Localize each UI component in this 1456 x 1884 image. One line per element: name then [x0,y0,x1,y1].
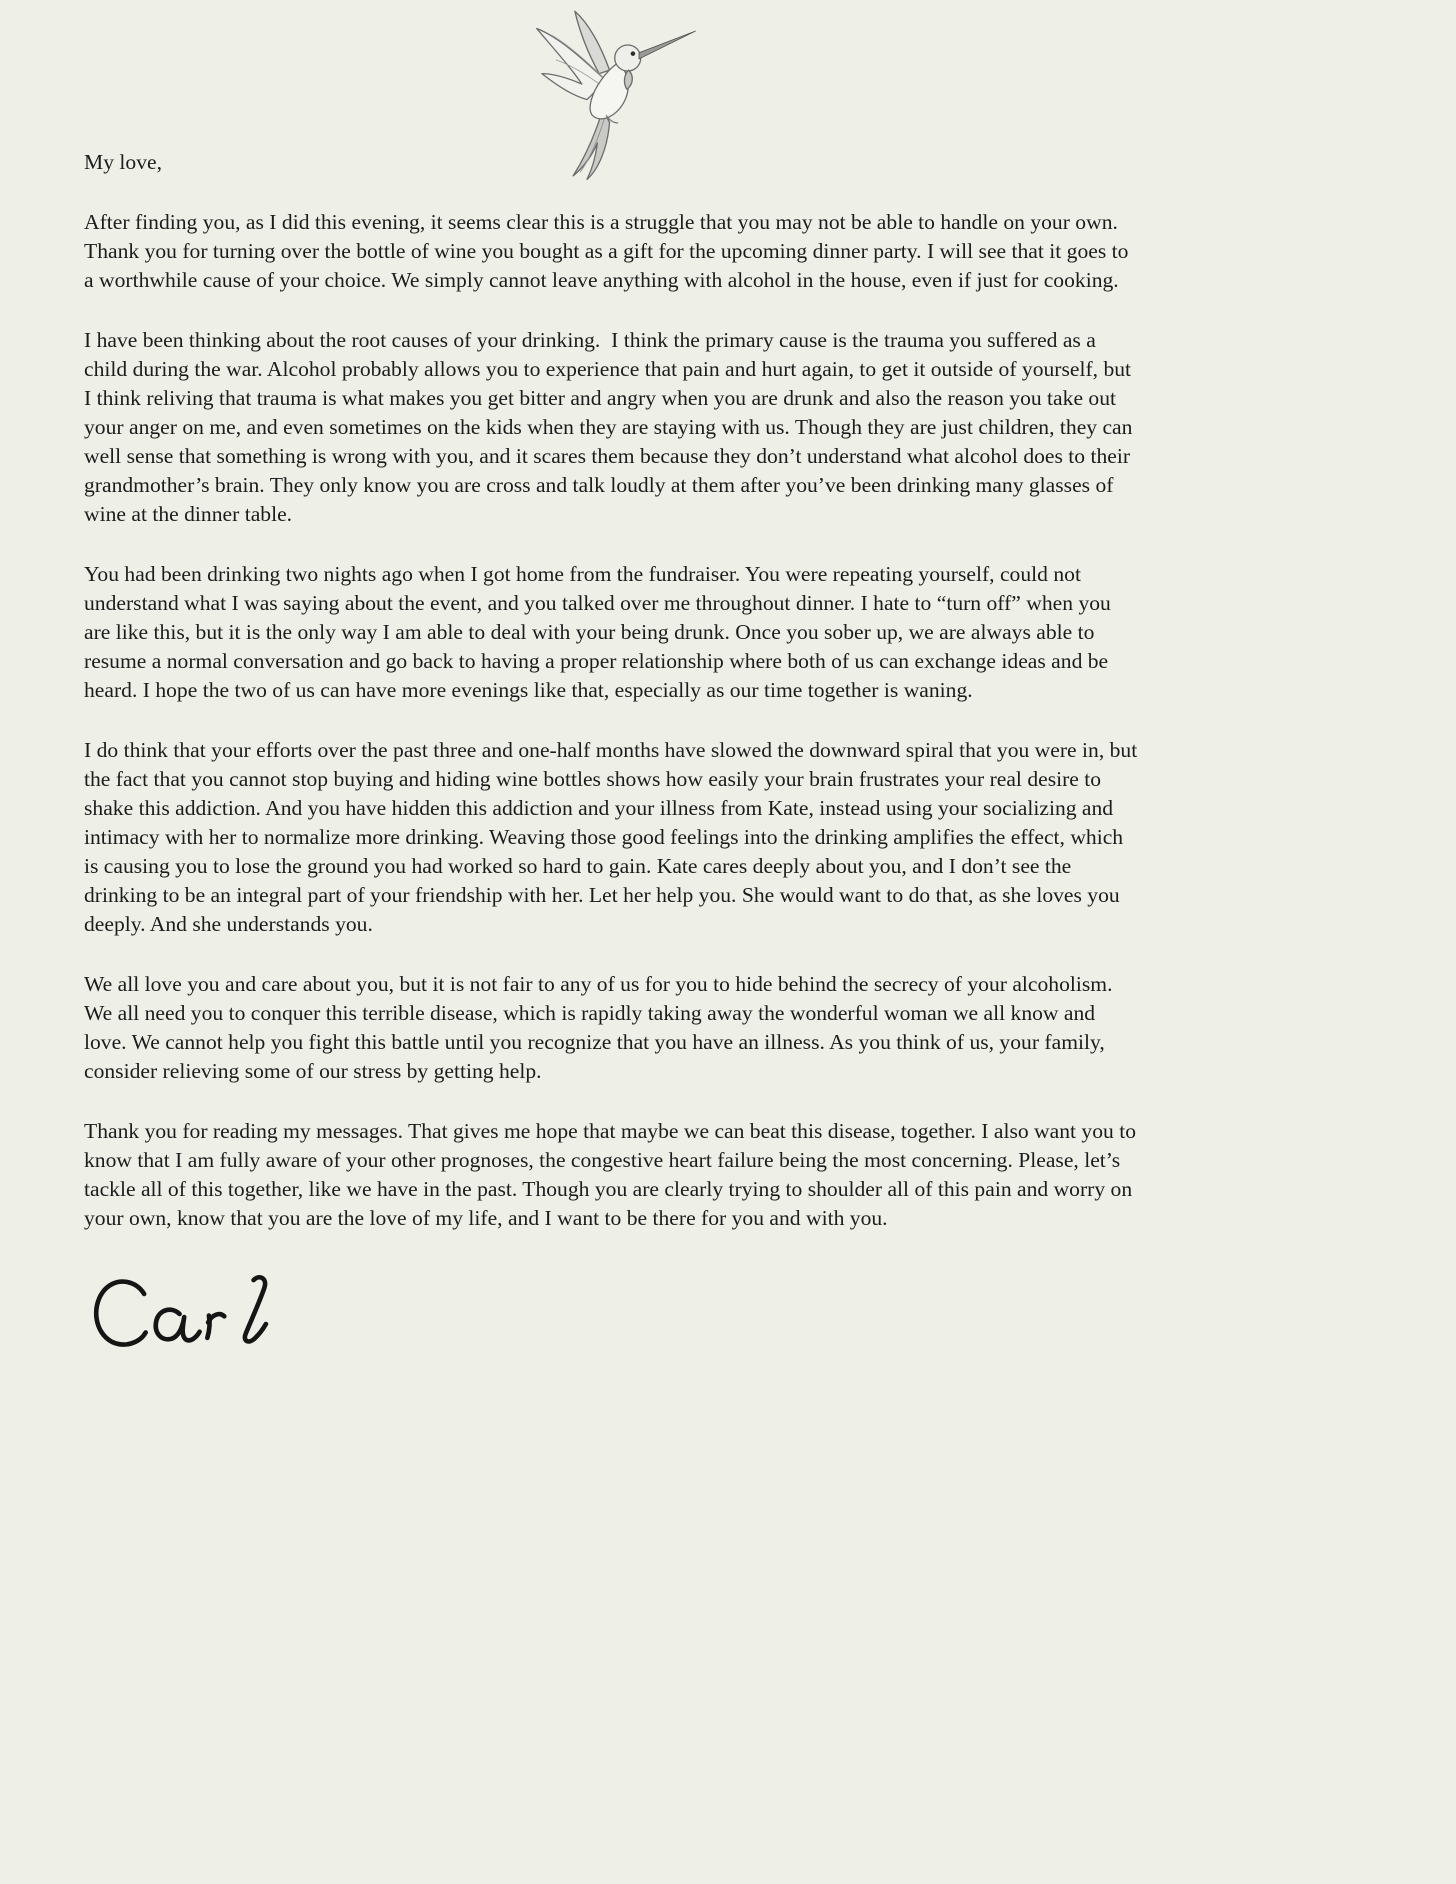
salutation: My love, [84,150,162,174]
hummingbird-icon [524,6,702,188]
letter-content [84,0,1142,1364]
letter-paragraph: Thank you for reading my messages. That gives me hope that maybe we can beat this disease, together. I also want you to know that I am fully aware of your other prognoses, the congestive heart failure being the most concerning. Please, let’s tackle all of this together, like we have in the past. Though you are clearly trying to shoulder all of this pain and worry on your own, know that you are the love of my life, and I want to be there for you and with you. [84,1119,1142,1230]
signature [84,1264,269,1364]
letter-paragraph: After finding you, as I did this evening, it seems clear this is a struggle that you may not be able to handle on your own. Thank you for turning over the bottle of wine you bought as a gift for the upcoming dinner party. I will see that it goes to a worthwhile cause of your choice. We simply cannot leave anything with alcohol in the house, even if just for cooking. [84,210,1134,292]
letter-paragraph: You had been drinking two nights ago when I got home from the fundraiser. You were repeating yourself, could not understand what I was saying about the event, and you talked over me throughout dinner. I hate to “turn off” when you are like this, but it is the only way I am able to deal with your being drunk. Once you sober up, we are always able to resume a normal conversation and go back to having a proper relationship where both of us can exchange ideas and be heard. I hope the two of us can have more evenings like that, especially as our time together is waning. [84,562,1117,702]
letter-paragraph: I have been thinking about the root causes of your drinking. I think the primary cause is the trauma you suffered as a child during the war. Alcohol probably allows you to experience that pain and hurt again, to get it outside of yourself, but I think reliving that trauma is what makes you get bitter and angry when you are drunk and also the reason you take out your anger on me, and even sometimes on the kids when they are staying with us. Though they are just children, they can well sense that something is wrong with you, and it scares them because they don’t understand what alcohol does to their grandmother’s brain. They only know you are cross and talk loudly at them after you’ve been drinking many glasses of wine at the dinner table. [84,328,1138,526]
signature-handwriting [84,1264,269,1364]
hummingbird-illustration [524,6,702,188]
letter-paragraph: I do think that your efforts over the past three and one-half months have slowed the downward spiral that you were in, but the fact that you cannot stop buying and hiding wine bottles shows how easily your brain frustrates your real desire to shake this addiction. And you have hidden this addiction and your illness from Kate, instead using your socializing and intimacy with her to normalize more drinking. Weaving those good feelings into the drinking amplifies the effect, which is causing you to lose the ground you had worked so hard to gain. Kate cares deeply about you, and I don’t see the drinking to be an integral part of your friendship with her. Let her help you. She would want to do that, as she loves you deeply. And she understands you. [84,738,1143,936]
letter-paragraph: We all love you and care about you, but it is not fair to any of us for you to hide behind the secrecy of your alcoholism. We all need you to conquer this terrible disease, which is rapidly taking away the wonderful woman we all know and love. We cannot help you fight this battle until you recognize that you have an illness. As you think of us, your family, consider relieving some of our stress by getting help. [84,972,1118,1083]
